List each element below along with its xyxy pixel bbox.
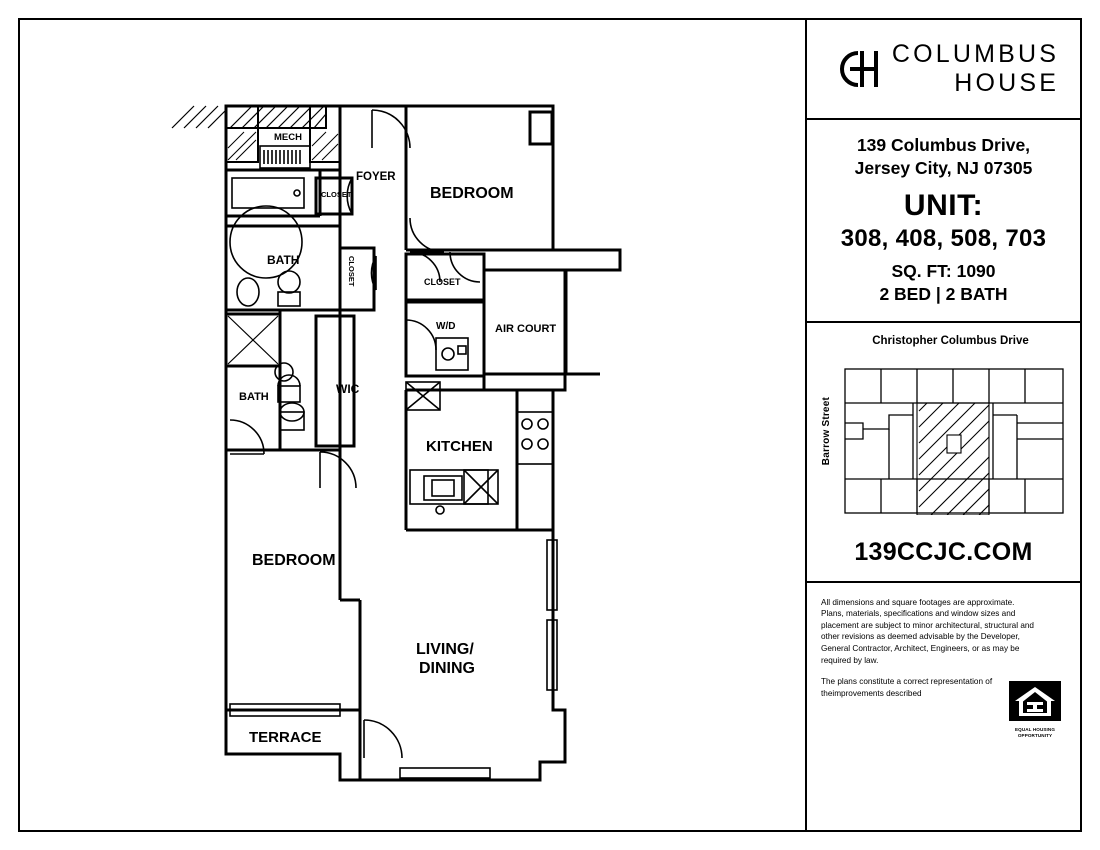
disclaimer-paragraph-1: All dimensions and square footages are approximate. Plans, materials, specifications and window sizes and placement are subject to minor architectural, structural and other revisions as deemed advisable by the Developer, General Contractor, Architect, Engineers, or as may be required by law. xyxy=(821,597,1034,665)
address-line-1: 139 Columbus Drive, xyxy=(856,135,1031,155)
room-label: WIC xyxy=(336,382,360,396)
unit-label: UNIT: xyxy=(903,188,984,222)
key-plan-left-street: Barrow Street xyxy=(821,396,832,465)
eho-text-line-1: EQUAL HOUSING xyxy=(1014,726,1055,732)
address-line-2: Jersey City, NJ 07305 xyxy=(854,157,1033,178)
brand-line-1: COLUMBUS xyxy=(891,40,1060,69)
room-label: MECH xyxy=(274,132,302,143)
info-panel xyxy=(807,20,1080,830)
brand-line-2: HOUSE xyxy=(954,69,1060,97)
room-label: LIVING/ xyxy=(416,641,474,658)
key-plan-top-street: Christopher Columbus Drive xyxy=(872,334,1029,347)
room-label: CLOSET xyxy=(347,256,356,287)
disclaimer-paragraph-2: The plans constitute a correct representation of theimprovements described xyxy=(821,677,993,698)
room-label: TERRACE xyxy=(249,729,322,746)
ch-monogram-icon xyxy=(828,43,880,95)
beds-baths: 2 BED | 2 BATH xyxy=(879,283,1008,304)
key-plan-diagram xyxy=(843,367,1065,515)
website-url[interactable]: 139CCJC.COM xyxy=(854,537,1033,566)
unit-info-block xyxy=(807,120,1080,323)
equal-housing-logo xyxy=(1006,681,1064,739)
room-label: KITCHEN xyxy=(426,438,493,455)
eho-text-line-2: OPPORTUNITY xyxy=(1017,733,1053,739)
key-plan-block xyxy=(807,323,1080,583)
room-label: BEDROOM xyxy=(252,552,336,569)
room-label: BEDROOM xyxy=(430,185,514,202)
room-label: FOYER xyxy=(356,171,396,183)
room-label: W/D xyxy=(436,321,456,332)
room-label: CLOSET xyxy=(424,277,461,287)
brand-block xyxy=(807,20,1080,120)
floor-plan-drawing xyxy=(20,20,803,830)
room-label: AIR COURT xyxy=(495,323,557,335)
room-label: DINING xyxy=(419,660,475,677)
room-label: CLOSET xyxy=(321,190,352,199)
room-label: BATH xyxy=(239,391,269,403)
floor-plan-svg xyxy=(20,20,803,830)
unit-numbers: 308, 408, 508, 703 xyxy=(840,224,1047,252)
square-footage: SQ. FT: 1090 xyxy=(891,260,996,281)
equal-housing-icon xyxy=(1009,681,1061,721)
disclaimer-block xyxy=(807,583,1080,755)
room-label: BATH xyxy=(267,253,300,267)
